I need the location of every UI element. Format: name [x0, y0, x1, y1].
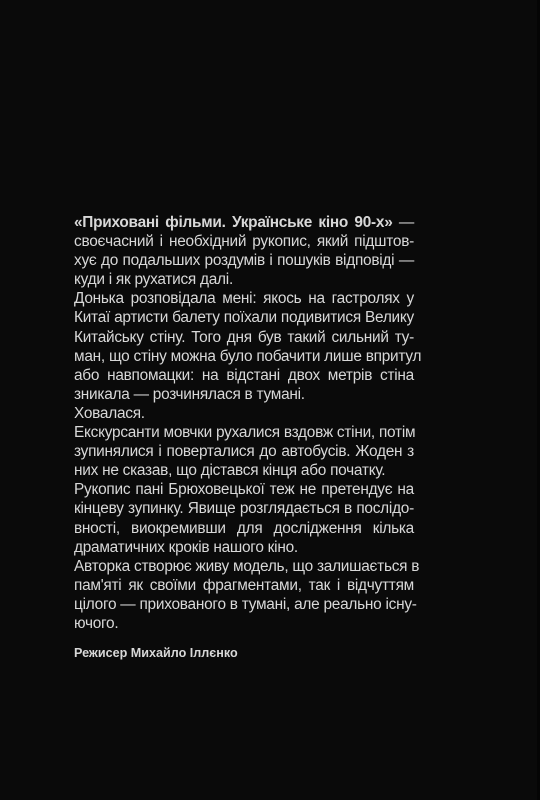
- text-line: зникала — розчинялася в тумані.: [74, 385, 305, 403]
- title-dash: —: [392, 214, 414, 231]
- book-title: «Приховані фільми. Українське кіно 90-х»: [74, 214, 393, 231]
- text-line: Донька розповідала мені: якось на гастролях у: [74, 290, 414, 308]
- text-line: вності, виокремивши для дослідження кілька: [74, 519, 414, 537]
- blurb-text: [74, 213, 422, 633]
- text-line: зупинялися і поверталися до автобусів. Жоден з: [74, 443, 414, 461]
- text-line: драматичних кроків нашого кіно.: [74, 538, 298, 556]
- text-line: Ховалася.: [74, 404, 145, 422]
- text-line: ман, що стіну можна було побачити лише впритул: [74, 347, 422, 365]
- text-line: кінцеву зупинку. Явище розглядається в послідо-: [74, 500, 414, 518]
- text-line: [74, 213, 414, 232]
- signature: Режисер Михайло Іллєнко: [74, 646, 238, 660]
- text-line: Екскурсанти мовчки рухалися вздовж стіни, потім: [74, 424, 416, 442]
- text-line: хує до подальших роздумів і пошуків відповіді —: [74, 252, 414, 270]
- text-line: цілого — прихованого в тумані, але реально існу-: [74, 595, 417, 613]
- text-line: Китаї артисти балету поїхали подивитися Велику: [74, 309, 414, 327]
- text-line: куди і як рухатися далі.: [74, 271, 233, 289]
- text-line: Китайську стіну. Того дня був такий сильний ту-: [74, 328, 414, 346]
- text-line: них не сказав, що дістався кінця або початку.: [74, 462, 386, 480]
- text-line: Авторка створює живу модель, що залишається в: [74, 557, 420, 575]
- text-line: пам'яті як своїми фрагментами, так і відчуттям: [74, 576, 414, 594]
- text-line: своєчасний і необхідний рукопис, який підштов-: [74, 233, 414, 251]
- text-line: Рукопис пані Брюховецької теж не претендує на: [74, 481, 414, 499]
- text-line: ючого.: [74, 614, 119, 632]
- text-line: або навпомацки: на відстані двох метрів стіна: [74, 366, 414, 384]
